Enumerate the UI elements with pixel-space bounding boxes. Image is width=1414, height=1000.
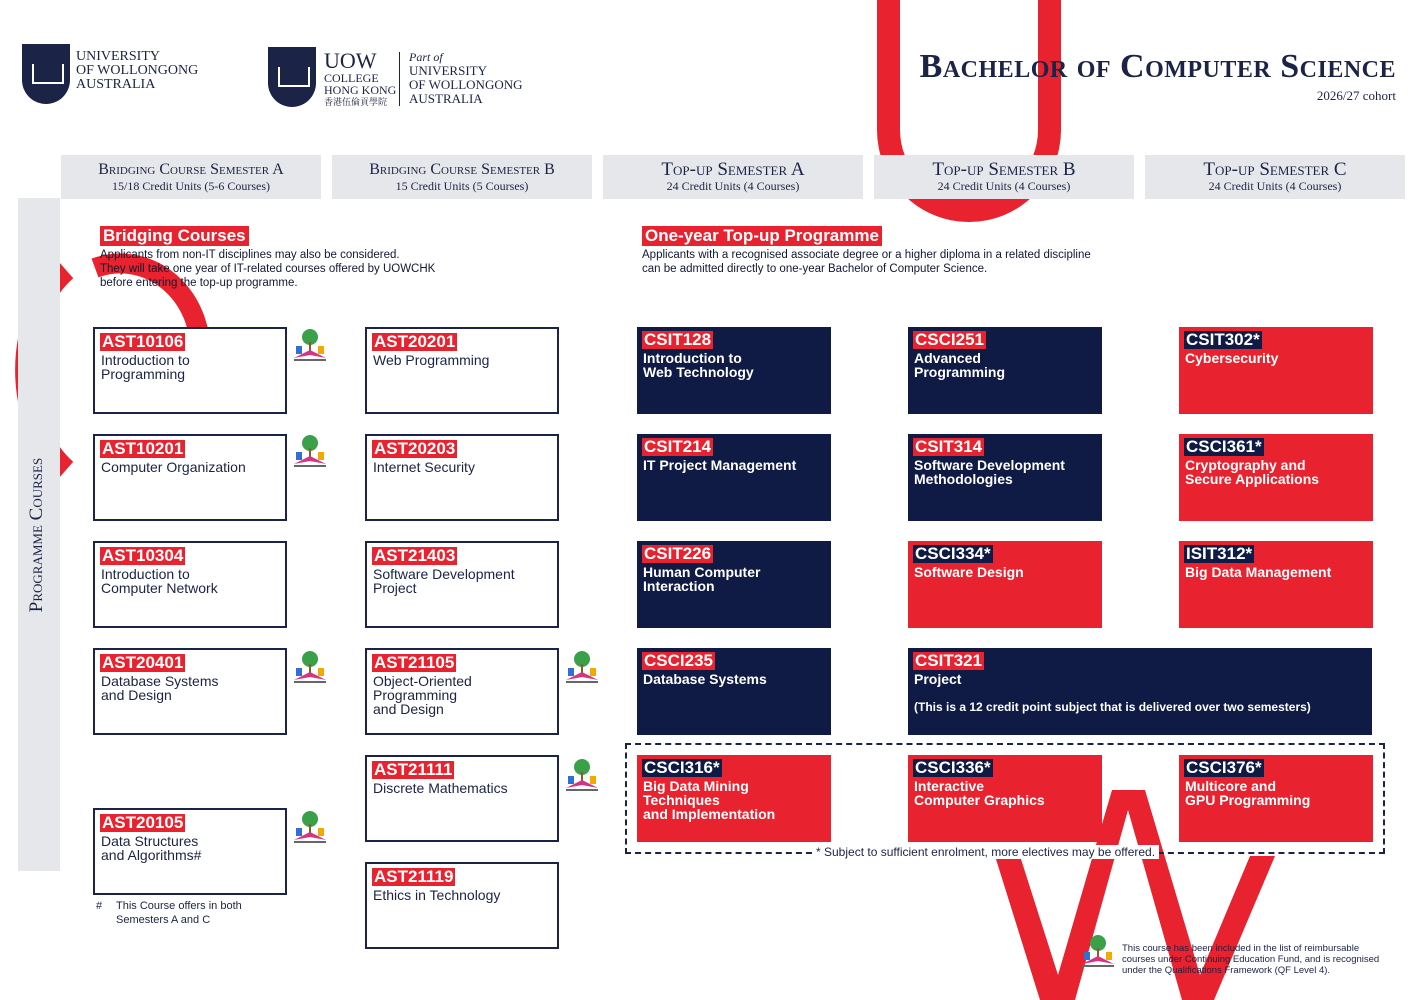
course-name: Multicore and GPU Programming <box>1185 778 1311 808</box>
college-logo-chinese: 香港伍倫貢學院 <box>324 97 388 107</box>
course-code: AST21105 <box>374 653 455 672</box>
course-name: IT Project Management <box>643 457 797 473</box>
programme-courses-label: Programme Courses <box>26 457 47 613</box>
cohort-label: 2026/27 cohort <box>1316 88 1396 103</box>
semester-header-topup-c <box>1145 155 1405 199</box>
course-card-ast20203[interactable] <box>365 434 559 521</box>
course-card-ast21403[interactable] <box>365 541 559 628</box>
semester-title: Top-up Semester C <box>1203 159 1347 180</box>
course-card-ast20401[interactable] <box>93 648 287 735</box>
course-name: Cybersecurity <box>1185 350 1279 366</box>
course-card-isit312[interactable] <box>1179 541 1373 628</box>
course-card-ast20201[interactable] <box>365 327 559 414</box>
logo-divider <box>399 52 400 106</box>
cef-footnote: This course has been included in the list of reimbursable courses under Continuing Education Fund, and is recognised under the Qualifications Framework (QF Level 4). <box>1122 943 1380 976</box>
course-code: CSCI316* <box>644 758 720 777</box>
bridging-description: Applicants from non-IT disciplines may also be considered. They will take one year of IT-related courses offered by UOWCHK before entering the top-up programme. <box>100 249 436 289</box>
course-card-ast10201[interactable] <box>93 434 287 521</box>
course-name: Introduction to Web Technology <box>643 350 754 380</box>
course-code: CSCI251 <box>915 330 984 349</box>
course-code: AST10304 <box>102 546 184 565</box>
course-code: AST21119 <box>374 867 454 886</box>
course-name: Human Computer Interaction <box>643 564 761 594</box>
course-name: Discrete Mathematics <box>373 780 508 796</box>
uow-logo-line: OF WOLLONGONG <box>76 63 199 78</box>
hash-mark: # <box>96 900 103 912</box>
course-name: Project <box>914 671 962 687</box>
course-name: Big Data Mining Techniques and Implementation <box>643 778 776 822</box>
cef-icon <box>1078 934 1118 970</box>
course-name: Object-Oriented Programming and Design <box>373 673 472 717</box>
course-name: Web Programming <box>373 352 490 368</box>
topup-heading: One-year Top-up Programme <box>642 226 882 246</box>
course-code: ISIT312* <box>1186 544 1253 563</box>
semester-units: 24 Credit Units (4 Courses) <box>1208 179 1342 193</box>
cef-icon <box>290 434 330 470</box>
semester-header-topup-a <box>603 155 863 199</box>
course-name: Big Data Management <box>1185 564 1332 580</box>
course-code: CSIT302* <box>1186 330 1260 349</box>
course-card-csit214[interactable] <box>637 434 831 521</box>
college-logo-line: COLLEGE <box>324 71 379 85</box>
semester-units: 24 Credit Units (4 Courses) <box>666 179 800 193</box>
semester-units: 24 Credit Units (4 Courses) <box>937 179 1071 193</box>
course-name: Computer Organization <box>101 459 246 475</box>
cef-icon <box>562 650 602 686</box>
course-name: Ethics in Technology <box>373 887 501 903</box>
course-code: CSIT321 <box>915 651 983 670</box>
semester-header-topup-b <box>874 155 1134 199</box>
semester-title: Bridging Course Semester B <box>369 161 555 178</box>
semester-title: Bridging Course Semester A <box>98 161 284 178</box>
course-code: AST10201 <box>102 439 184 458</box>
course-code: AST21403 <box>374 546 456 565</box>
course-code: AST10106 <box>102 332 184 351</box>
semester-title: Top-up Semester A <box>661 159 805 180</box>
course-card-ast10304[interactable] <box>93 541 287 628</box>
course-name: Introduction to Programming <box>101 352 190 382</box>
semester-title: Top-up Semester B <box>932 159 1076 180</box>
course-code: CSCI334* <box>915 544 991 563</box>
course-card-csit321[interactable] <box>908 648 1372 735</box>
course-card-ast20105[interactable] <box>93 808 287 895</box>
course-name: Software Design <box>914 564 1024 580</box>
course-card-csci361[interactable] <box>1179 434 1373 521</box>
course-name: Data Structures and Algorithms# <box>101 833 202 863</box>
course-code: CSIT226 <box>644 544 712 563</box>
course-card-csci235[interactable] <box>637 648 831 735</box>
course-card-csit226[interactable] <box>637 541 831 628</box>
course-card-csit128[interactable] <box>637 327 831 414</box>
course-card-csci251[interactable] <box>908 327 1102 414</box>
course-code: CSIT314 <box>915 437 983 456</box>
hash-note: This Course offers in both Semesters A and C <box>116 900 242 926</box>
course-code: AST20203 <box>374 439 456 458</box>
course-code: CSIT128 <box>644 330 712 349</box>
cef-icon <box>290 810 330 846</box>
course-name: Database Systems <box>643 671 767 687</box>
course-name: Software Development Methodologies <box>914 457 1065 487</box>
semester-units: 15 Credit Units (5 Courses) <box>395 179 529 193</box>
course-card-ast21119[interactable] <box>365 862 559 949</box>
part-of-line: AUSTRALIA <box>409 91 483 106</box>
course-note: (This is a 12 credit point subject that is delivered over two semesters) <box>914 700 1311 714</box>
course-code: CSCI361* <box>1186 437 1262 456</box>
cef-icon <box>290 650 330 686</box>
course-name: Internet Security <box>373 459 475 475</box>
course-code: CSCI376* <box>1186 758 1262 777</box>
course-card-csci334[interactable] <box>908 541 1102 628</box>
uowchk-crest-icon <box>268 47 316 107</box>
bridging-heading: Bridging Courses <box>100 226 249 246</box>
course-name: Software Development Project <box>373 566 515 596</box>
college-logo-line: HONG KONG <box>324 83 397 97</box>
course-code: AST20201 <box>374 332 456 351</box>
semester-header-bridging-a <box>61 155 321 199</box>
uow-crest-icon <box>22 44 70 104</box>
course-card-ast21111[interactable] <box>365 755 559 842</box>
course-code: CSCI235 <box>644 651 713 670</box>
semester-units: 15/18 Credit Units (5-6 Courses) <box>112 179 270 193</box>
electives-group-border <box>625 743 1385 854</box>
page-title: Bachelor of Computer Science <box>919 48 1396 85</box>
part-of-line: UNIVERSITY <box>409 63 487 78</box>
course-name: Database Systems and Design <box>101 673 219 703</box>
part-of-label: Part of <box>409 50 443 64</box>
course-code: AST20105 <box>102 813 184 832</box>
uow-logo-line: AUSTRALIA <box>76 77 156 92</box>
course-code: CSCI336* <box>915 758 991 777</box>
course-card-ast10106[interactable] <box>93 327 287 414</box>
course-code: CSIT214 <box>644 437 712 456</box>
uow-logo-line: UNIVERSITY <box>76 49 160 64</box>
course-name: Cryptography and Secure Applications <box>1185 457 1320 487</box>
course-card-csit302[interactable] <box>1179 327 1373 414</box>
course-name: Advanced Programming <box>914 350 1006 380</box>
course-card-ast21105[interactable] <box>365 648 559 735</box>
semester-header-bridging-b <box>332 155 592 199</box>
part-of-line: OF WOLLONGONG <box>409 77 523 92</box>
cef-icon <box>562 758 602 794</box>
course-name: Introduction to Computer Network <box>101 566 218 596</box>
course-name: Interactive Computer Graphics <box>914 778 1045 808</box>
electives-note: * Subject to sufficient enrolment, more electives may be offered. <box>812 845 1159 859</box>
topup-description: Applicants with a recognised associate degree or a higher diploma in a related discipline can be admitted directly to one-year Bachelor of Computer Science. <box>642 249 1091 275</box>
course-card-csit314[interactable] <box>908 434 1102 521</box>
course-code: AST21111 <box>374 760 453 779</box>
college-logo-uow: UOW <box>324 48 377 73</box>
cef-icon <box>290 328 330 364</box>
course-code: AST20401 <box>102 653 184 672</box>
